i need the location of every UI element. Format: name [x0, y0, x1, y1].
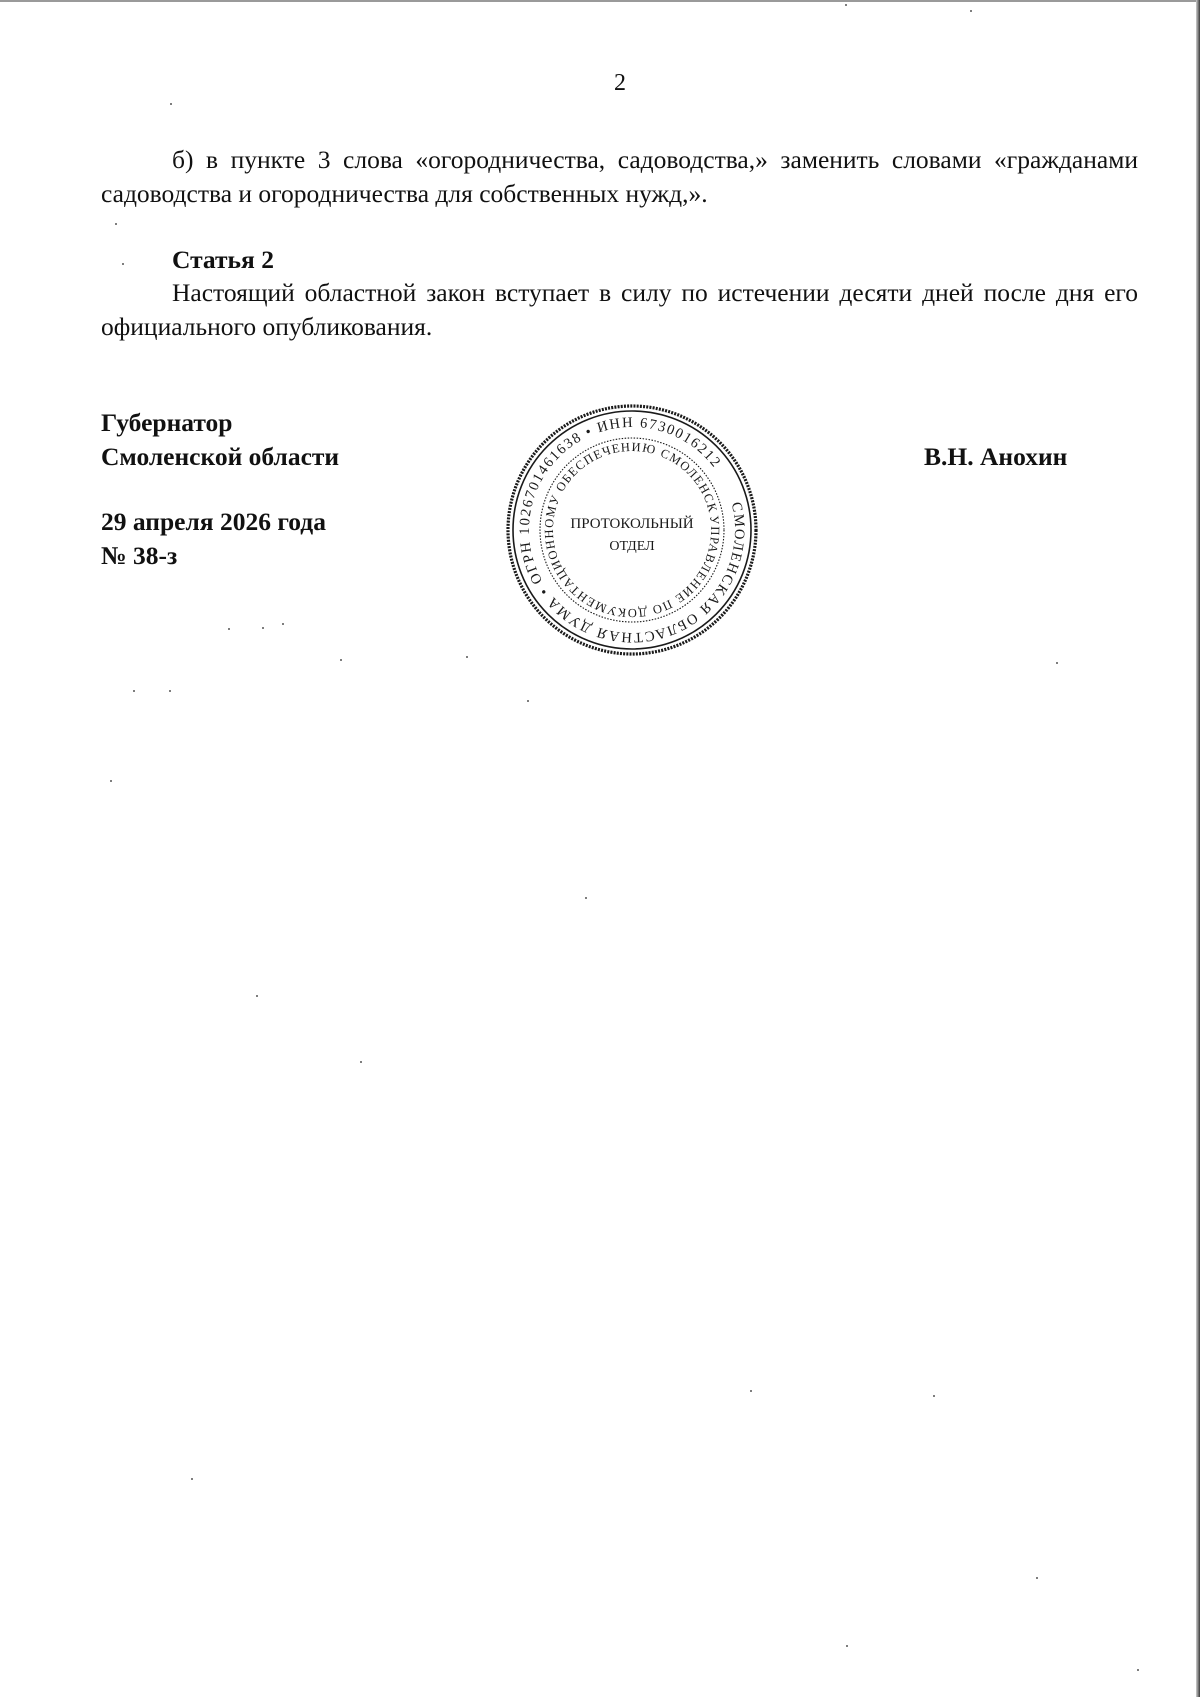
law-number: № 38-з — [101, 541, 178, 570]
signatory-title-line-1: Губернатор — [101, 408, 233, 437]
signatory-title-line-2: Смоленской области — [101, 442, 340, 471]
law-date-number — [101, 505, 326, 573]
page-right-edge — [1196, 0, 1200, 1697]
article-heading: Статья 2 — [172, 245, 274, 274]
signatory-name: В.Н. Анохин — [924, 442, 1068, 471]
seal-center-line-2: ОТДЕЛ — [609, 539, 655, 554]
page-top-edge — [0, 0, 1200, 2]
signatory-title — [101, 406, 339, 474]
seal-center-line-1: ПРОТОКОЛЬНЫЙ — [570, 516, 694, 532]
paragraph-b: б) в пункте 3 слова «огородничества, садоводства,» заменить словами «гражданами садоводства и огородничества для собственных нужд,». — [101, 145, 1138, 208]
official-seal-stamp — [502, 400, 762, 660]
seal-outer-text: СМОЛЕНСКАЯ ОБЛАСТНАЯ ДУМА • ОГРН 1026701461638 • ИНН 6730016212 — [516, 414, 748, 646]
article-text: Настоящий областной закон вступает в силу по истечении десяти дней после дня его официального опубликования. — [101, 278, 1138, 341]
page-number: 2 — [614, 70, 626, 96]
law-date: 29 апреля 2026 года — [101, 507, 326, 536]
seal-inner-text: УПРАВЛЕНИЕ ПО ДОКУМЕНТАЦИОННОМУ ОБЕСПЕЧЕНИЮ СМОЛЕНСКОЙ — [541, 439, 723, 621]
